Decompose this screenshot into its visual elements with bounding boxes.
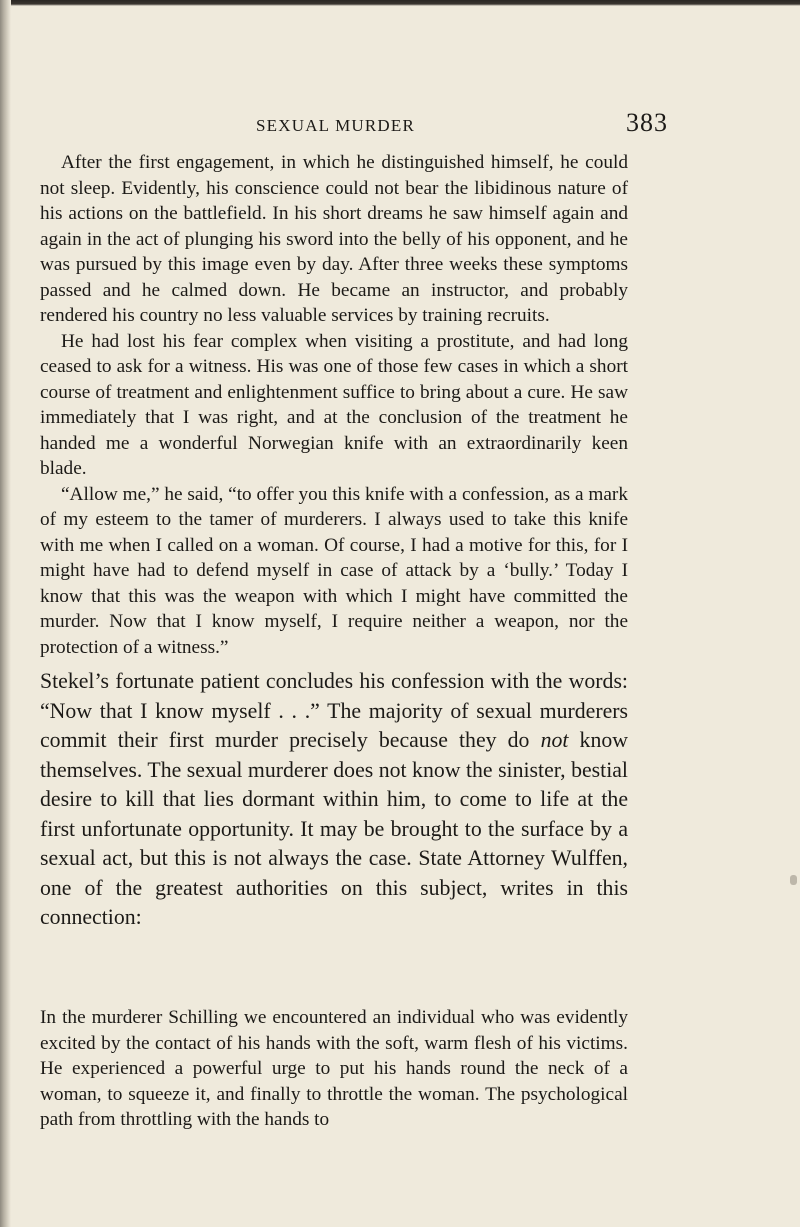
page-top-edge: [0, 0, 800, 6]
page-blemish: [790, 875, 797, 885]
quotation-block: [40, 1005, 628, 1133]
emphasis-not: not: [540, 728, 569, 752]
small-text-block: [40, 150, 628, 660]
book-spine-shadow: [0, 0, 11, 1227]
paragraph-3: “Allow me,” he said, “to offer you this knife with a confession, as a mark of my esteem to the tamer of murderers. I always used to take this knife with me when I called on a woman. Of course, I had a motive for this, for I might have had to defend myself in case of attack by a ‘bully.’ Today I know that this was the weapon with which I might have committed the murder. Now that I know myself, I require neither a weapon, nor the protection of a witness.”: [40, 483, 628, 658]
paragraph-2: He had lost his fear complex when visiting a prostitute, and had long ceased to ask for a witness. His was one of those few cases in which a short course of treatment and enlightenment suffice to bring about a cure. He saw immediately that I was right, and at the conclusion of the treatment he handed me a wonderful Norwegian knife with an extraordinarily keen blade.: [40, 330, 628, 479]
main-text-block: [40, 667, 628, 933]
paragraph-5: In the murderer Schilling we encountered an individual who was evidently excited by the contact of his hands with the soft, warm flesh of his victims. He experienced a powerful urge to put his hands round the neck of a woman, to squeeze it, and finally to throttle the woman. The psychological path from throttling with the hands to: [40, 1007, 628, 1130]
paragraph-4-end: know themselves. The sexual murderer does not know the sinister, bestial desire to kill that lies dormant within him, to come to life at the first unfortunate opportunity. It may be brought to the surface by a sexual act, but this is not always the case. State Attorney Wulffen, one of the greatest authorities on this subject, writes in this connection:: [40, 728, 628, 929]
page-number: 383: [626, 108, 668, 137]
paragraph-1: After the first engagement, in which he distinguished himself, he could not sleep. Evidently, his conscience could not bear the libidinous nature of his actions on the battlefield. In his short dreams he saw himself again and again in the act of plunging his sword into the belly of his opponent, and he was pursued by this image even by day. After three weeks these symptoms passed and he calmed down. He became an instructor, and probably rendered his country no less valuable services by training recruits.: [40, 152, 628, 326]
running-header: SEXUAL MURDER: [256, 116, 416, 135]
paragraph-4: [40, 667, 628, 933]
paragraph-4-start: Stekel’s fortunate patient concludes his confession with the words: “Now that I know myself . . .” The majority of sexual murderers commit their first murder precisely because they do: [40, 669, 628, 752]
